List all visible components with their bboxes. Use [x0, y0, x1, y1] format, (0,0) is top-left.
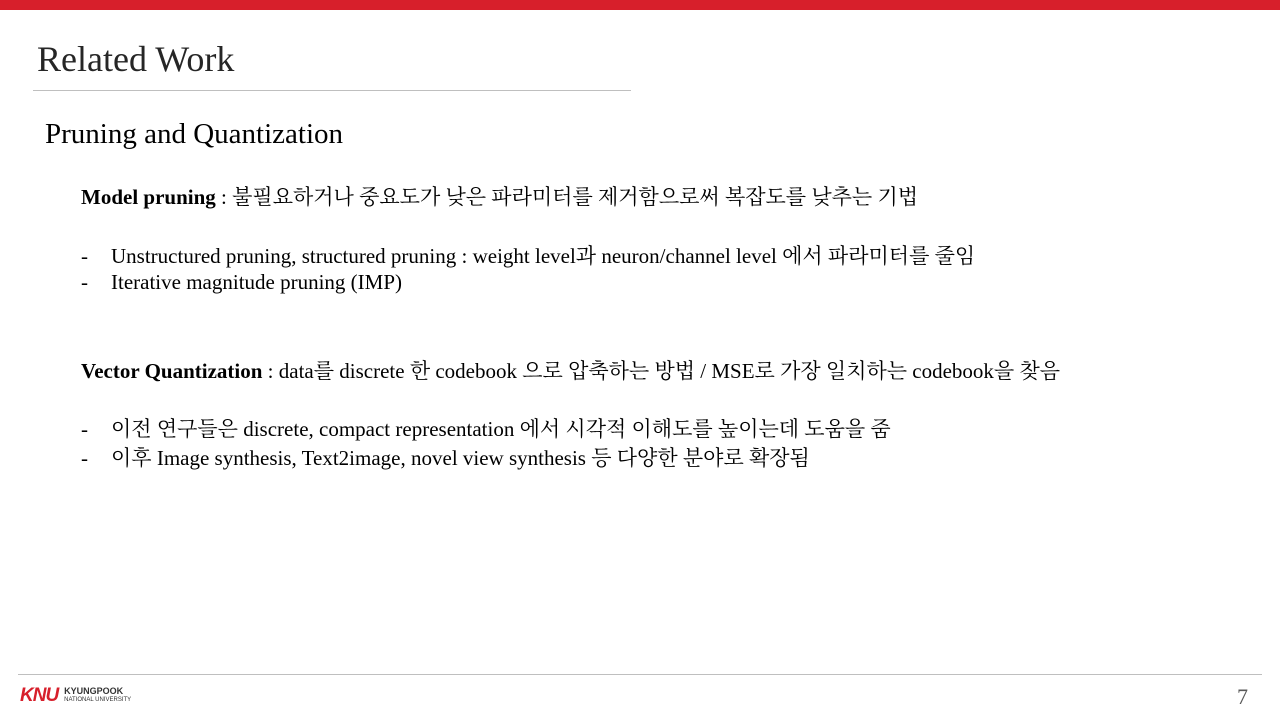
quantization-definition-text: : data를 discrete 한 codebook 으로 압축하는 방법 / MSE로 가장 일치하는 codebook을 찾음	[262, 359, 1061, 383]
page-number: 7	[1237, 684, 1248, 709]
list-item	[81, 240, 975, 270]
university-logo	[20, 684, 131, 706]
pruning-term: Model pruning	[81, 185, 216, 209]
title-divider	[33, 90, 631, 91]
logo-mark: KNU	[20, 684, 59, 706]
list-item	[81, 442, 810, 472]
list-item	[81, 270, 402, 295]
quantization-definition	[81, 355, 1060, 385]
bullet-text: 이전 연구들은 discrete, compact representation 에서 시각적 이해도를 높이는데 도움을 줌	[111, 417, 891, 441]
list-item	[81, 413, 891, 443]
slide-title: Related Work	[37, 39, 235, 79]
bullet-dash: -	[81, 446, 88, 470]
bullet-text: Iterative magnitude pruning (IMP)	[111, 270, 403, 294]
pruning-definition-text: : 불필요하거나 중요도가 낮은 파라미터를 제거함으로써 복잡도를 낮추는 기법	[215, 185, 919, 209]
bullet-dash: -	[81, 270, 88, 294]
section-subtitle: Pruning and Quantization	[45, 118, 344, 150]
logo-wordmark	[64, 687, 131, 703]
bullet-text: 이후 Image synthesis, Text2image, novel view synthesis 등 다양한 분야로 확장됨	[111, 446, 810, 470]
logo-line-2: NATIONAL UNIVERSITY	[64, 697, 132, 703]
pruning-definition	[81, 181, 918, 211]
quantization-term: Vector Quantization	[81, 359, 263, 383]
bullet-dash: -	[81, 417, 88, 441]
bullet-dash: -	[81, 244, 88, 268]
footer-divider	[18, 674, 1262, 675]
top-accent-bar	[0, 0, 1280, 10]
bullet-text: Unstructured pruning, structured pruning : weight level과 neuron/channel level 에서 파라미터를 줄임	[111, 244, 976, 268]
logo-line-1: KYUNGPOOK	[64, 686, 124, 696]
